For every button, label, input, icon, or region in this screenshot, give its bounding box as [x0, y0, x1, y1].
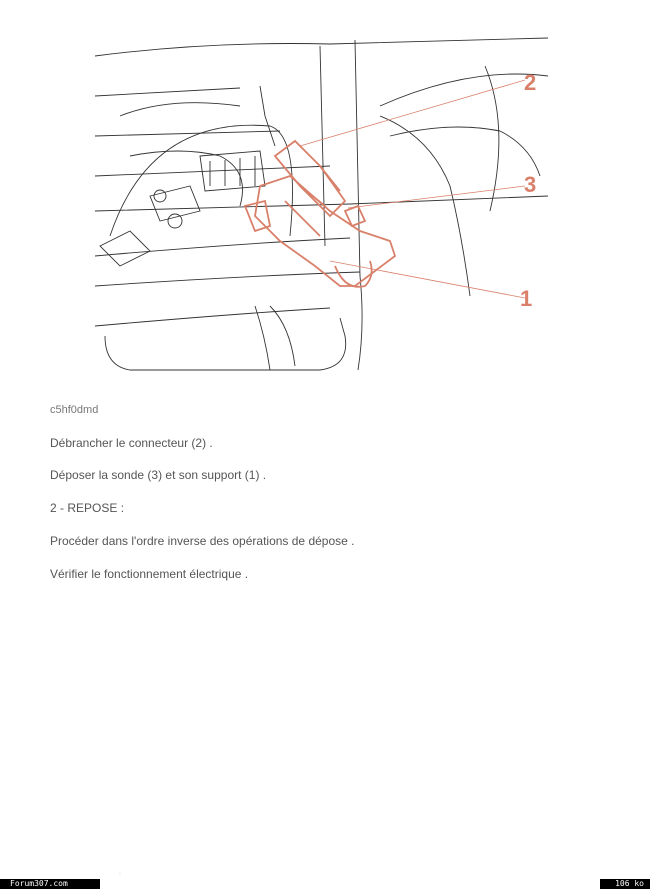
step-remove-sensor: Déposer la sonde (3) et son support (1) .: [50, 468, 267, 482]
footer-file-size: 106 ko: [600, 879, 650, 889]
section-heading-repose: 2 - REPOSE :: [50, 501, 125, 515]
callout-1: 1: [520, 286, 533, 311]
callout-3: 3: [524, 172, 537, 197]
page-mark: ·: [119, 871, 121, 877]
step-reverse-order: Procéder dans l'ordre inverse des opérations de dépose .: [50, 534, 355, 548]
technical-illustration: [90, 36, 550, 376]
callout-2: 2: [524, 70, 537, 95]
step-disconnect-connector: Débrancher le connecteur (2) .: [50, 436, 213, 450]
figure-caption: c5hf0dmd: [50, 404, 99, 416]
footer-site-label: Forum307.com: [0, 879, 100, 889]
step-check-electrical: Vérifier le fonctionnement électrique .: [50, 567, 249, 581]
